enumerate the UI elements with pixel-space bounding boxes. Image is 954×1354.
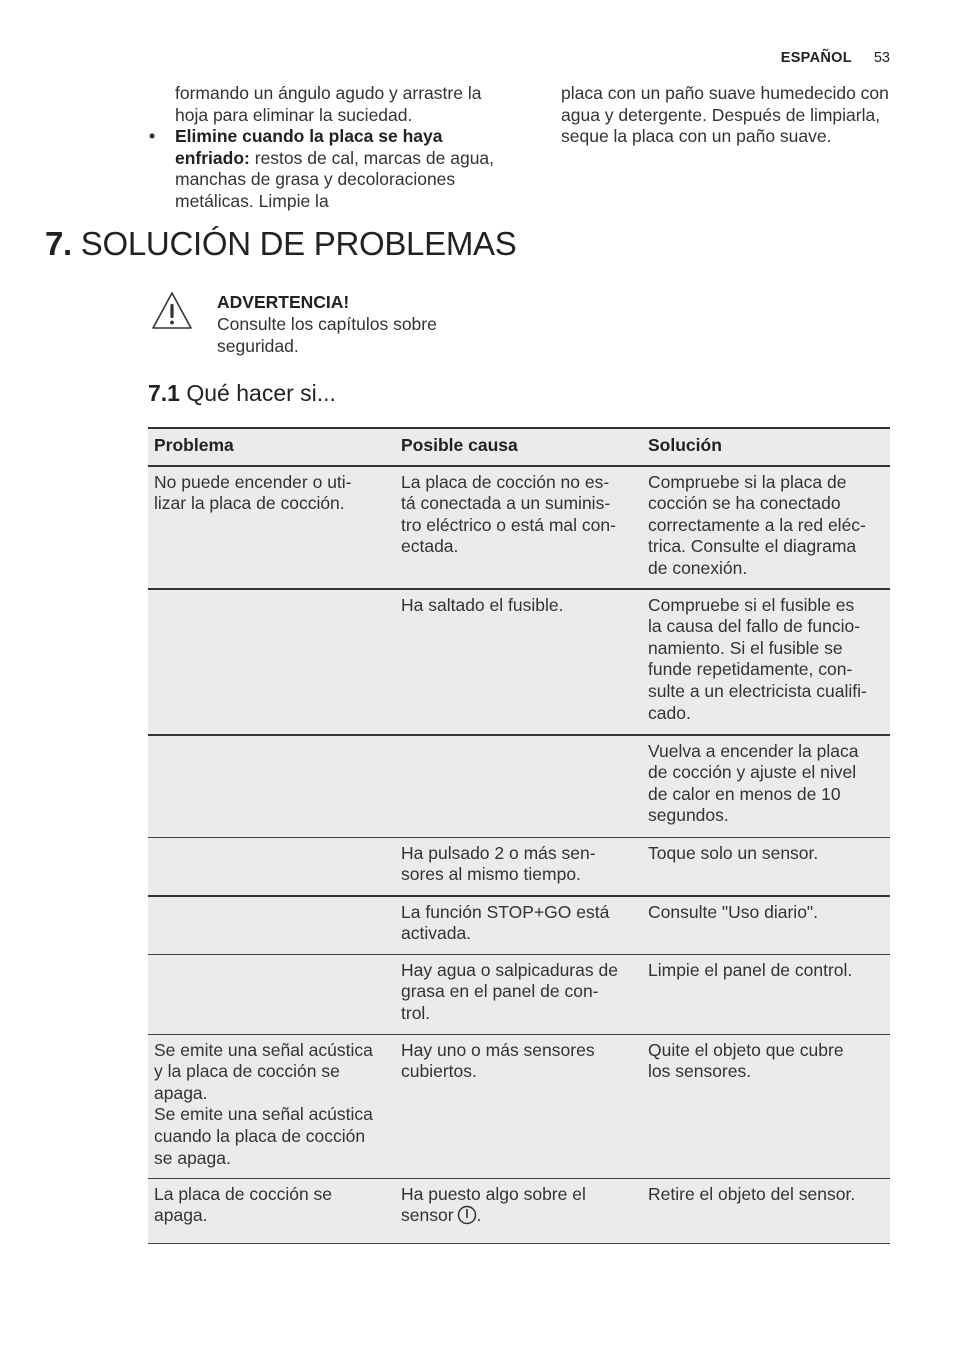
cell-problem: Se emite una señal acústica y la placa de cocción se apaga. Se emite una señal acústica cuando la placa de cocción se apaga. [148, 1034, 395, 1178]
cell-problem [148, 837, 395, 896]
cause-text: Ha puesto algo sobre el [401, 1183, 586, 1204]
cell-solution: Consulte "Uso diario". [642, 896, 890, 955]
bullet-text: restos de cal, marcas de agua, manchas de grasa y decoloraciones metálicas. Limpie la [175, 147, 495, 211]
cell-solution: Vuelva a encender la placa de cocción y ajuste el nivel de calor en menos de 10 segundos. [642, 735, 890, 838]
warning-text: Consulte los capítulos sobre seguridad. [217, 314, 437, 356]
power-icon [457, 1205, 477, 1225]
cell-problem [148, 589, 395, 735]
cell-solution: Compruebe si el fusible es la causa del fallo de funcio- namiento. Si el fusible se funde repetidamente, con- sulte a un electricista cualifi- cado. [642, 589, 890, 735]
troubleshooting-table [148, 427, 890, 1244]
header-problem: Problema [148, 428, 395, 466]
cell-problem [148, 735, 395, 838]
table-row [148, 589, 890, 735]
section-heading [45, 225, 516, 263]
cell-solution: Limpie el panel de control. [642, 954, 890, 1034]
bullet-item [149, 126, 515, 212]
table-header-row [148, 428, 890, 466]
subsection-number: 7.1 [148, 380, 180, 406]
section-title: SOLUCIÓN DE PROBLEMAS [80, 225, 517, 262]
cell-cause: Ha pulsado 2 o más sen- sores al mismo tiempo. [395, 837, 642, 896]
table-row [148, 837, 890, 896]
language-label: ESPAÑOL [780, 50, 852, 66]
cell-problem: La placa de cocción se apaga. [148, 1178, 395, 1243]
cell-cause: La placa de cocción no es- tá conectada a un suminis- tro eléctrico o está mal con- ectada. [395, 466, 642, 589]
cell-solution: Quite el objeto que cubre los sensores. [642, 1034, 890, 1178]
warning-block [217, 291, 507, 357]
table-row [148, 735, 890, 838]
table-row [148, 1178, 890, 1243]
cell-problem [148, 896, 395, 955]
table-row [148, 896, 890, 955]
header-cause: Posible causa [395, 428, 642, 466]
cell-problem [148, 954, 395, 1034]
cause-text-sensor: sensor [401, 1205, 454, 1226]
cell-cause: La función STOP+GO está activada. [395, 896, 642, 955]
cell-cause [395, 1178, 642, 1243]
table-row [148, 954, 890, 1034]
section-number: 7. [45, 225, 72, 262]
intro-left-column [149, 83, 515, 213]
intro-right-column [561, 83, 891, 148]
table-row [148, 1034, 890, 1178]
cell-cause: Hay agua o salpicaduras de grasa en el panel de con- trol. [395, 954, 642, 1034]
subsection-title: Qué hacer si... [186, 380, 336, 406]
bullet-bold-text: Elimine cuando la placa se haya enfriado: [175, 126, 443, 168]
table-row [148, 466, 890, 589]
warning-triangle-icon [151, 291, 193, 331]
bullet-dot: • [149, 126, 156, 147]
cell-solution: Retire el objeto del sensor. [642, 1178, 890, 1243]
cell-solution: Toque solo un sensor. [642, 837, 890, 896]
warning-title: ADVERTENCIA! [217, 292, 350, 312]
cell-cause: Ha saltado el fusible. [395, 589, 642, 735]
subsection-heading [148, 380, 336, 407]
intro-paragraph: formando un ángulo agudo y arrastre la hoja para eliminar la suciedad. [175, 83, 482, 125]
cause-text-end: . [476, 1205, 482, 1226]
intro-right-paragraph: placa con un paño suave humedecido con agua y detergente. Después de limpiarla, seque la placa con un paño suave. [561, 83, 889, 147]
cell-solution: Compruebe si la placa de cocción se ha conectado correctamente a la red eléc- trica. Consulte el diagrama de conexión. [642, 466, 890, 589]
cell-problem: No puede encender o uti- lizar la placa de cocción. [148, 466, 395, 589]
page-number: 53 [873, 50, 890, 66]
header-solution: Solución [642, 428, 890, 466]
cell-cause [395, 735, 642, 838]
page-header [781, 50, 890, 66]
cell-cause: Hay uno o más sensores cubiertos. [395, 1034, 642, 1178]
